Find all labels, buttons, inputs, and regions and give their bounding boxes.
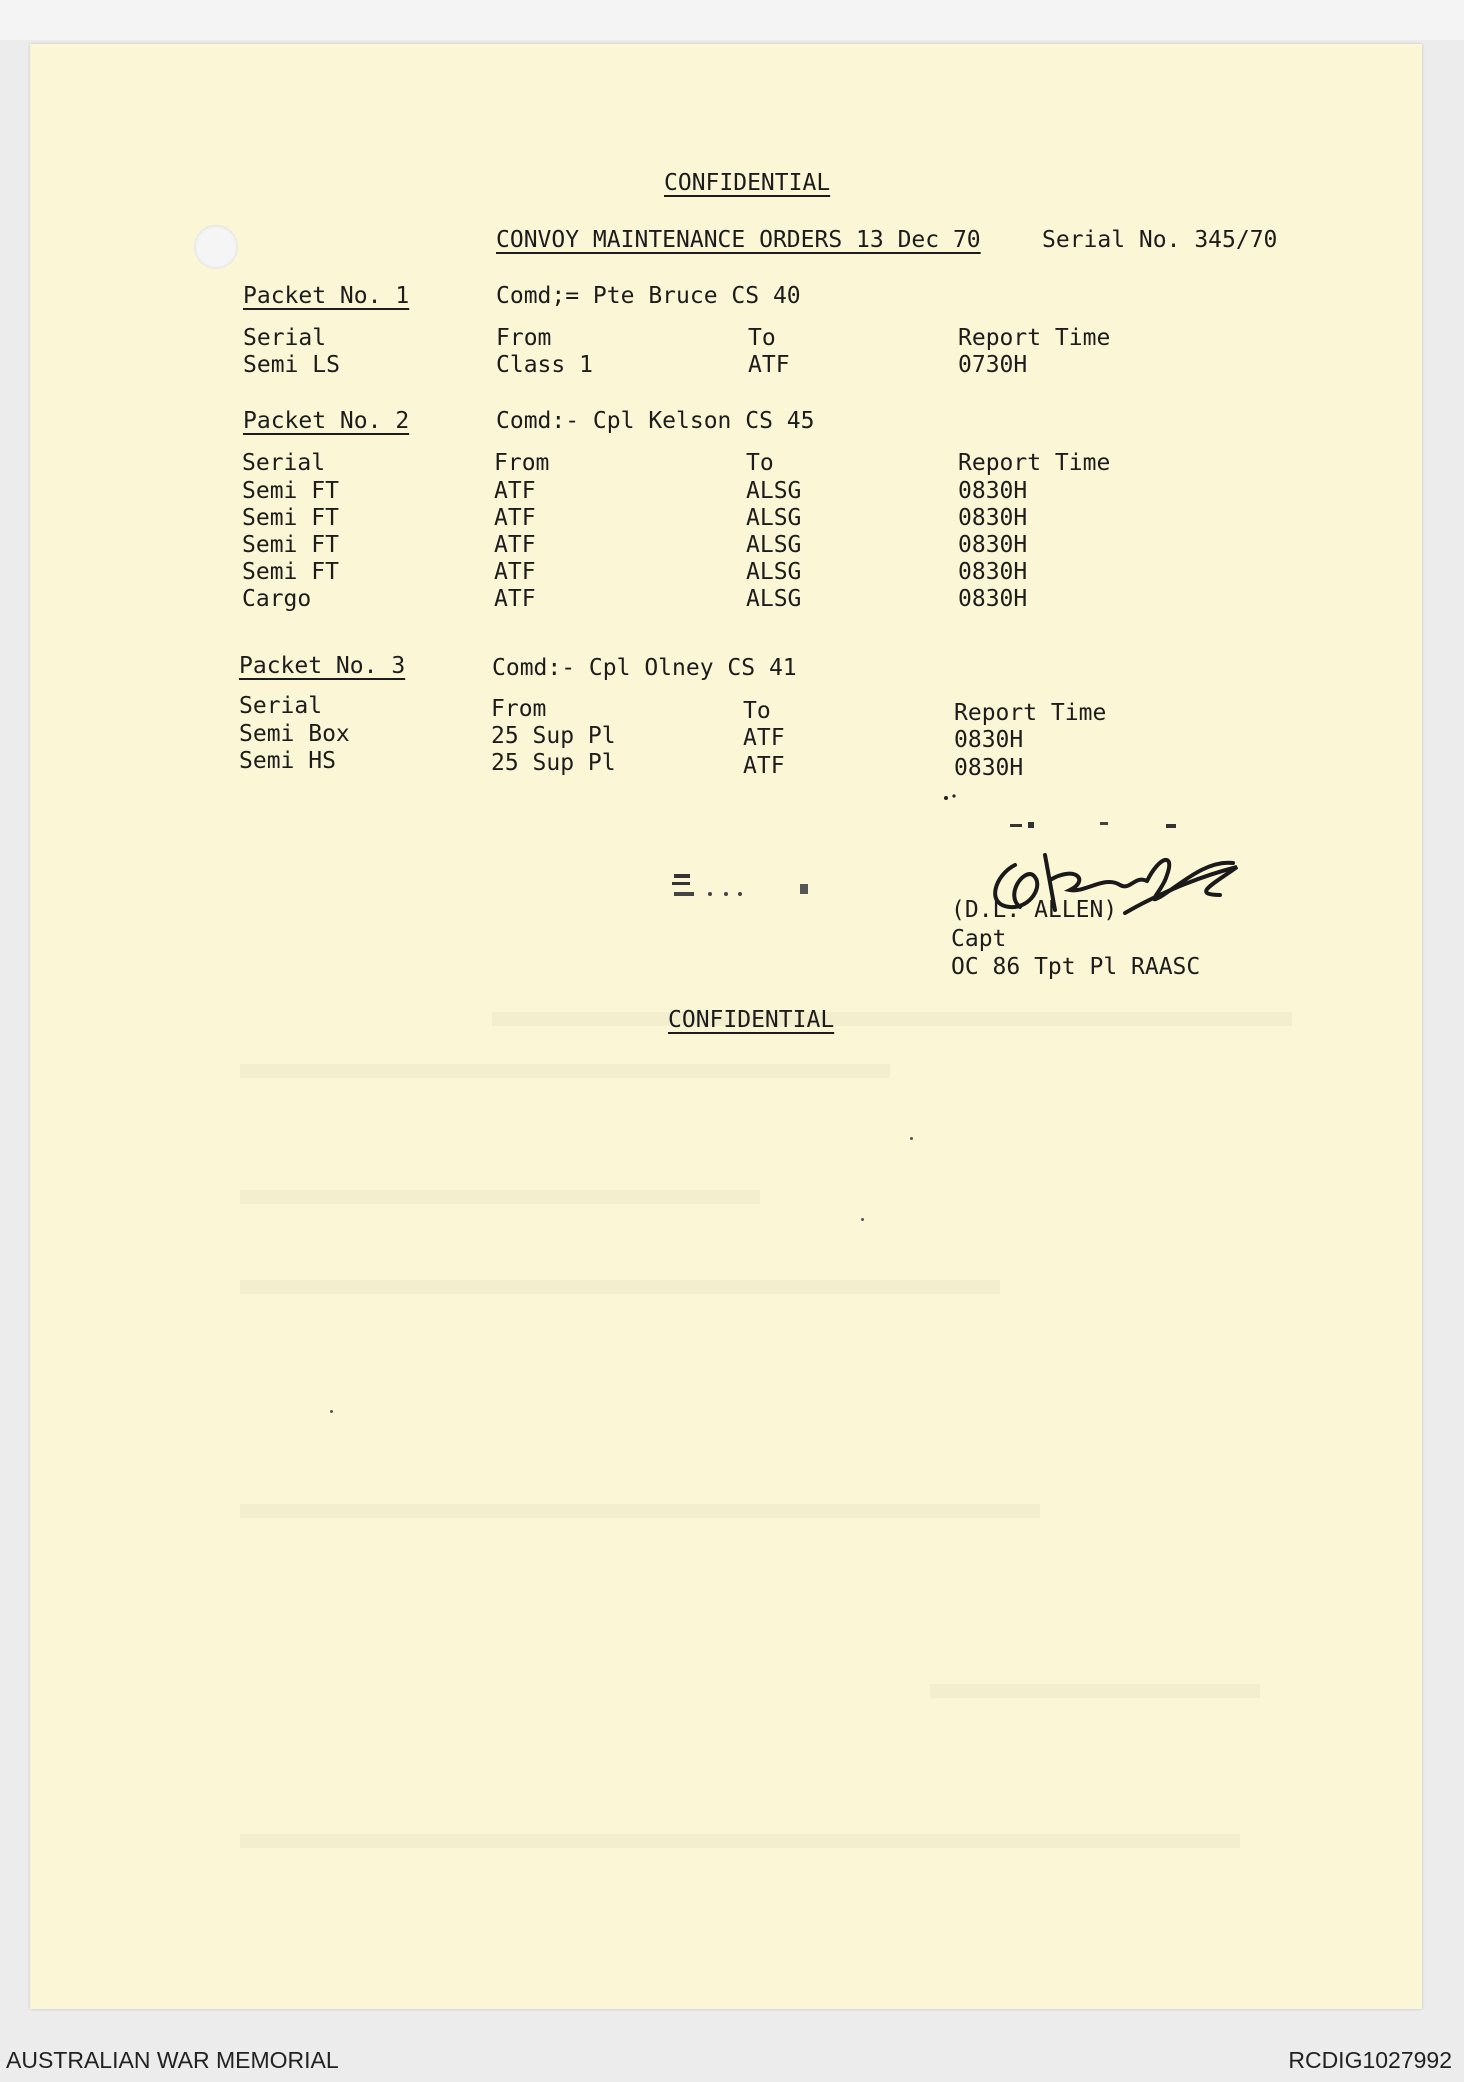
table-cell-report-time: 0830H bbox=[958, 505, 1028, 531]
show-through-line bbox=[492, 1012, 1292, 1026]
show-through-line bbox=[240, 1280, 1000, 1294]
table-cell-report-time: 0830H bbox=[958, 559, 1028, 585]
packet-1-label: Packet No. 1 bbox=[243, 283, 410, 309]
punch-hole bbox=[194, 225, 238, 269]
show-through-line bbox=[240, 1190, 760, 1204]
table-cell-to: ALSG bbox=[746, 586, 802, 612]
column-header-from: From bbox=[496, 325, 552, 351]
table-cell-serial: Semi FT bbox=[242, 478, 339, 504]
table-cell-to: ATF bbox=[748, 352, 790, 378]
show-through-line bbox=[240, 1504, 1040, 1518]
column-header-to: To bbox=[746, 450, 774, 476]
column-header-serial: Serial bbox=[242, 450, 326, 476]
table-cell-report-time: 0830H bbox=[958, 586, 1028, 612]
show-through-line bbox=[240, 1064, 890, 1078]
table-cell-report-time: 0830H bbox=[958, 532, 1028, 558]
table-cell-to: ALSG bbox=[746, 505, 802, 531]
table-cell-serial: Semi FT bbox=[242, 532, 339, 558]
table-cell-report-time: 0730H bbox=[958, 352, 1028, 378]
table-cell-report-time: 0830H bbox=[954, 727, 1024, 753]
table-cell-to: ATF bbox=[743, 753, 785, 779]
column-header-report-time: Report Time bbox=[958, 450, 1111, 476]
table-cell-serial: Semi FT bbox=[242, 505, 339, 531]
document-title: CONVOY MAINTENANCE ORDERS 13 Dec 70 bbox=[496, 227, 981, 253]
column-header-report-time: Report Time bbox=[954, 700, 1107, 726]
column-header-to: To bbox=[748, 325, 776, 351]
column-header-report-time: Report Time bbox=[958, 325, 1111, 351]
column-header-to: To bbox=[743, 698, 771, 724]
viewer-top-bar bbox=[0, 0, 1464, 40]
serial-number: Serial No. 345/70 bbox=[1042, 227, 1278, 253]
classification-top: CONFIDENTIAL bbox=[664, 170, 831, 196]
show-through-line bbox=[930, 1684, 1260, 1698]
archive-item-id: RCDIG1027992 bbox=[1288, 2047, 1452, 2073]
stamp-smudge bbox=[670, 870, 850, 904]
table-cell-from: 25 Sup Pl bbox=[491, 723, 616, 749]
signatory-rank: Capt bbox=[951, 926, 1007, 952]
show-through-line bbox=[240, 1834, 1240, 1848]
signatory-name: (D.L. ALLEN) bbox=[951, 897, 1118, 923]
column-header-serial: Serial bbox=[243, 325, 327, 351]
table-cell-from: ATF bbox=[494, 586, 536, 612]
column-header-from: From bbox=[491, 696, 547, 722]
signatory-unit: OC 86 Tpt Pl RAASC bbox=[951, 954, 1201, 980]
table-cell-from: ATF bbox=[494, 532, 536, 558]
table-cell-from: ATF bbox=[494, 505, 536, 531]
table-cell-to: ALSG bbox=[746, 478, 802, 504]
packet-3-label: Packet No. 3 bbox=[239, 653, 406, 679]
packet-1-commander: Comd;= Pte Bruce CS 40 bbox=[496, 283, 801, 309]
classification-bottom: CONFIDENTIAL bbox=[668, 1007, 835, 1033]
paper-speck bbox=[910, 1137, 913, 1140]
table-cell-to: ALSG bbox=[746, 559, 802, 585]
column-header-serial: Serial bbox=[239, 693, 323, 719]
table-cell-from: Class 1 bbox=[496, 352, 593, 378]
paper-speck bbox=[330, 1410, 333, 1413]
table-cell-from: ATF bbox=[494, 478, 536, 504]
table-cell-serial: Semi LS bbox=[243, 352, 340, 378]
packet-3-commander: Comd:- Cpl Olney CS 41 bbox=[492, 655, 797, 681]
packet-2-commander: Comd:- Cpl Kelson CS 45 bbox=[496, 408, 815, 434]
table-cell-serial: Semi Box bbox=[239, 721, 350, 747]
archive-source-label: AUSTRALIAN WAR MEMORIAL bbox=[6, 2047, 339, 2073]
table-cell-from: 25 Sup Pl bbox=[491, 750, 616, 776]
table-cell-serial: Semi FT bbox=[242, 559, 339, 585]
table-cell-serial: Semi HS bbox=[239, 748, 336, 774]
paper-speck bbox=[861, 1218, 864, 1221]
table-cell-serial: Cargo bbox=[242, 586, 312, 612]
table-cell-to: ATF bbox=[743, 725, 785, 751]
table-cell-report-time: 0830H bbox=[958, 478, 1028, 504]
table-cell-from: ATF bbox=[494, 559, 536, 585]
column-header-from: From bbox=[494, 450, 550, 476]
table-cell-report-time: 0830H bbox=[954, 755, 1024, 781]
packet-2-label: Packet No. 2 bbox=[243, 408, 410, 434]
table-cell-to: ALSG bbox=[746, 532, 802, 558]
